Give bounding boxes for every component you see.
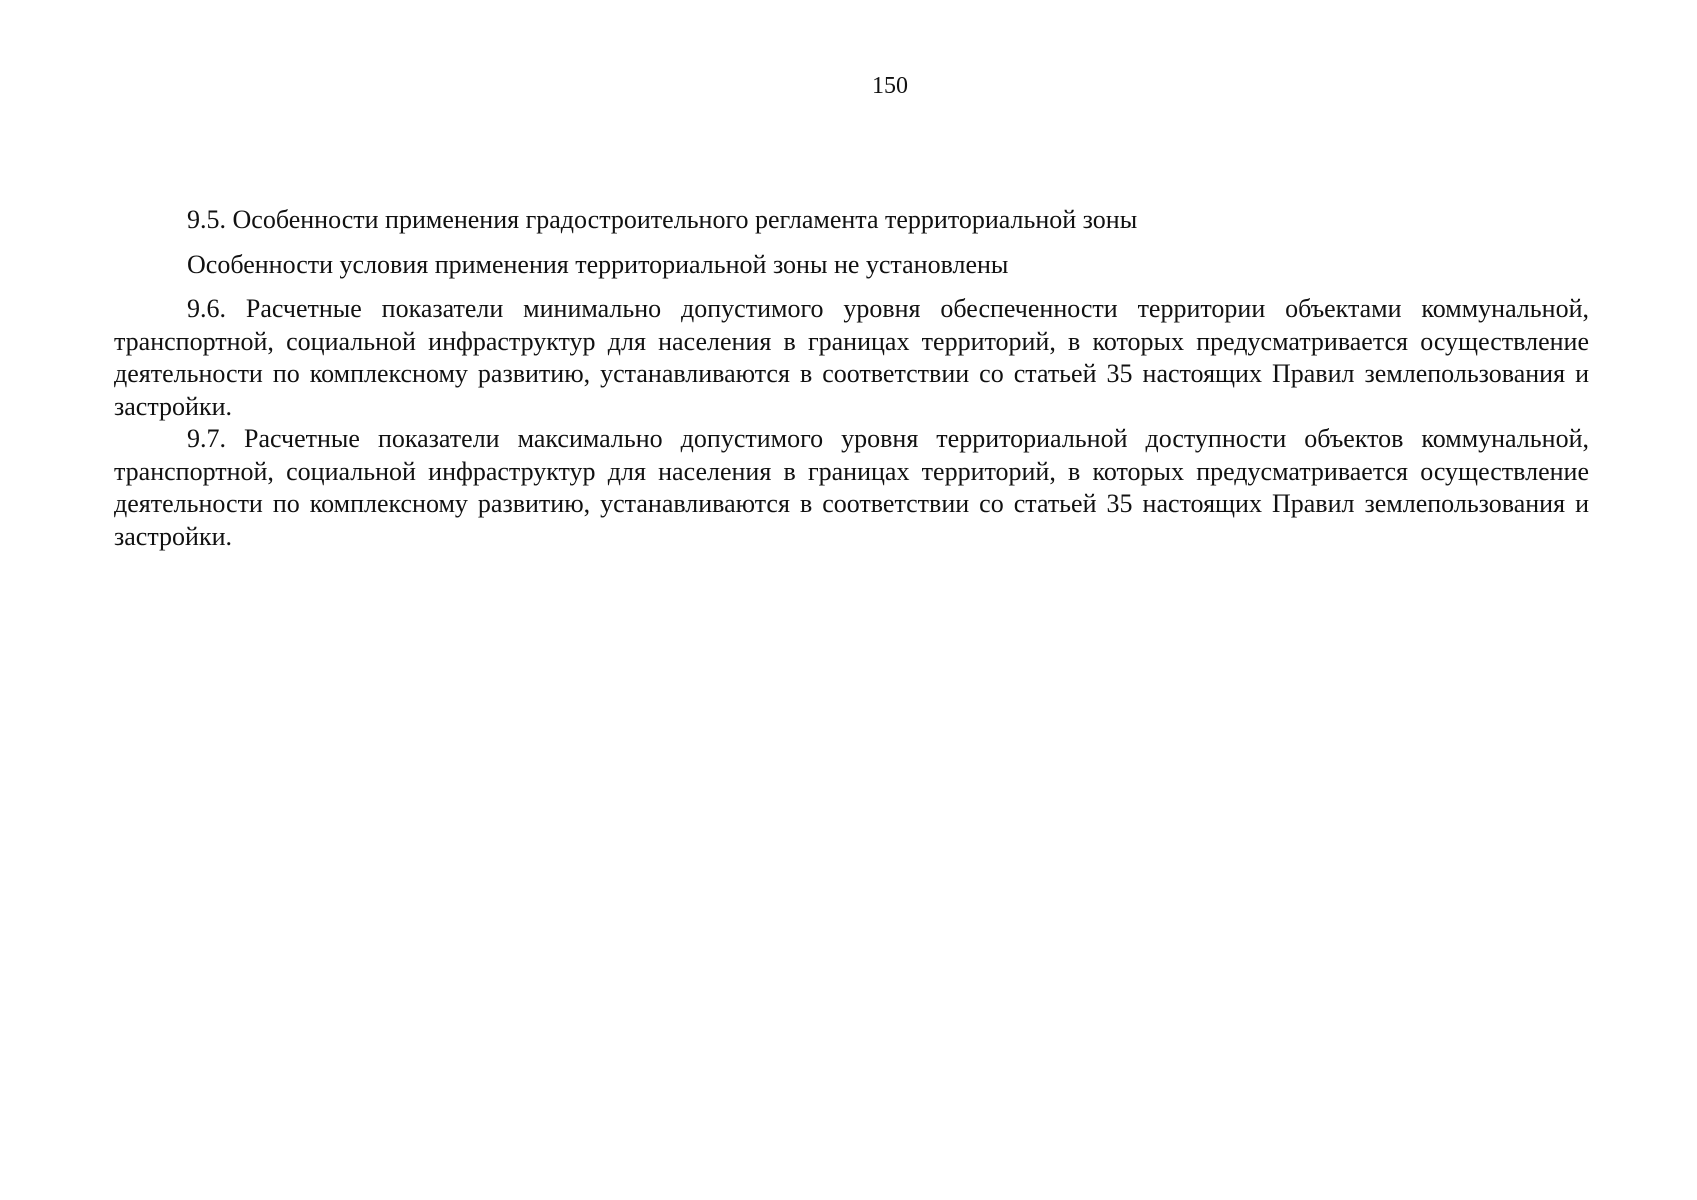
paragraph-9-7: 9.7. Расчетные показатели максимально допустимого уровня территориальной доступности объектов коммунальной, транспортной, социальной инфраструктур для населения в границах территорий, в которых предусматривается осуществление деятельности по комплексному развитию, устанавливаются в соответствии со статьей 35 настоящих Правил землепользования и застройки. (114, 424, 1589, 551)
document-body (114, 204, 1589, 553)
page-number: 150 (872, 73, 908, 99)
paragraph-9-5-heading: 9.5. Особенности применения градостроительного регламента территориальной зоны (187, 205, 1138, 234)
paragraph-9-5-text: Особенности условия применения территориальной зоны не установлены (187, 249, 1009, 279)
paragraph-9-6: 9.6. Расчетные показатели минимально допустимого уровня обеспеченности территории объектами коммунальной, транспортной, социальной инфраструктур для населения в границах территорий, в которых предусматривается осуществление деятельности по комплексному развитию, устанавливаются в соответствии со статьей 35 настоящих Правил землепользования и застройки. (114, 294, 1589, 421)
